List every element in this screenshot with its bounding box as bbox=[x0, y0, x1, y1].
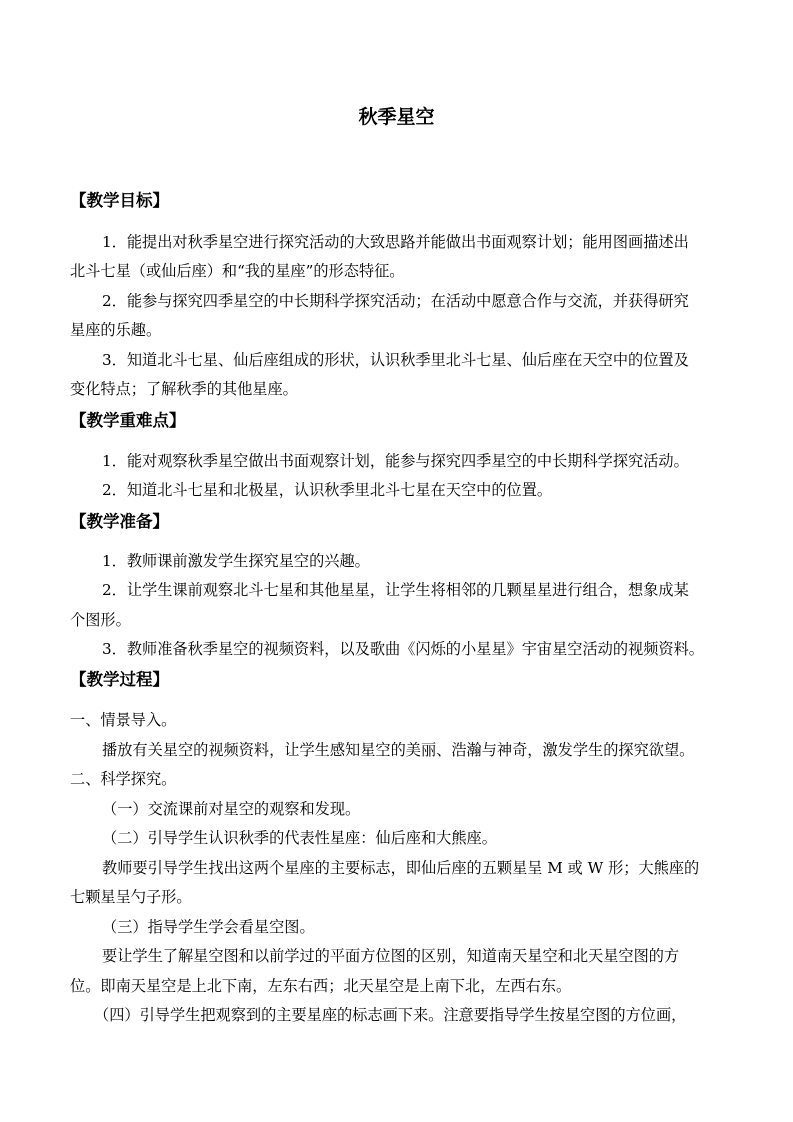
paragraph-line: 二、科学探究。 bbox=[70, 770, 177, 788]
section-heading-key-points: 【教学重难点】 bbox=[70, 411, 186, 430]
paragraph-line: 2．知道北斗七星和北极星，认识秋季里北斗七星在天空中的位置。 bbox=[102, 481, 553, 499]
paragraph-line: （二）引导学生认识秋季的代表性星座：仙后座和大熊座。 bbox=[102, 829, 497, 847]
paragraph-line: 位。即南天星空是上北下南，左东右西；北天星空是上南下北，左西右东。 bbox=[70, 977, 572, 995]
paragraph-line: （一）交流课前对星空的观察和发现。 bbox=[102, 800, 361, 818]
paragraph-line: 2．让学生课前观察北斗七星和其他星星，让学生将相邻的几颗星星进行组合，想象成某 bbox=[102, 581, 689, 599]
paragraph-line: 个图形。 bbox=[70, 611, 131, 629]
paragraph-line: （四）引导学生把观察到的主要星座的标志画下来。注意要指导学生按星空图的方位画， bbox=[94, 1006, 687, 1024]
section-heading-process: 【教学过程】 bbox=[70, 670, 169, 689]
section-heading-preparation: 【教学准备】 bbox=[70, 512, 169, 531]
paragraph-line: 播放有关星空的视频资料，让学生感知星空的美丽、浩瀚与神奇，激发学生的探究欲望。 bbox=[102, 741, 695, 759]
paragraph-line: 3．知道北斗七星、仙后座组成的形状，认识秋季里北斗七星、仙后座在天空中的位置及 bbox=[102, 351, 689, 369]
paragraph-line: 2．能参与探究四季星空的中长期科学探究活动；在活动中愿意合作与交流，并获得研究 bbox=[102, 292, 689, 310]
paragraph-line: 1．能提出对秋季星空进行探究活动的大致思路并能做出书面观察计划；能用图画描述出 bbox=[102, 233, 689, 251]
paragraph-line: 1．教师课前激发学生探究星空的兴趣。 bbox=[102, 552, 370, 570]
page-title: 秋季星空 bbox=[358, 106, 435, 128]
paragraph-line: 教师要引导学生找出这两个星座的主要标志，即仙后座的五颗星呈 M 或 W 形；大熊座的 bbox=[102, 859, 700, 877]
paragraph-line: 要让学生了解星空图和以前学过的平面方位图的区别，知道南天星空和北天星空图的方 bbox=[102, 947, 680, 965]
paragraph-line: 变化特点；了解秋季的其他星座。 bbox=[70, 380, 298, 398]
paragraph-line: 一、情景导入。 bbox=[70, 711, 177, 729]
paragraph-line: 1．能对观察秋季星空做出书面观察计划，能参与探究四季星空的中长期科学探究活动。 bbox=[102, 452, 689, 470]
paragraph-line: 七颗星呈勺子形。 bbox=[70, 888, 192, 906]
paragraph-line: 北斗七星（或仙后座）和“我的星座”的形态特征。 bbox=[70, 262, 405, 280]
paragraph-line: 星座的乐趣。 bbox=[70, 321, 162, 339]
section-heading-objectives: 【教学目标】 bbox=[70, 191, 169, 210]
paragraph-line: 3．教师准备秋季星空的视频资料，以及歌曲《闪烁的小星星》宇宙星空活动的视频资料。 bbox=[102, 640, 704, 658]
paragraph-line: （三）指导学生学会看星空图。 bbox=[102, 918, 315, 936]
